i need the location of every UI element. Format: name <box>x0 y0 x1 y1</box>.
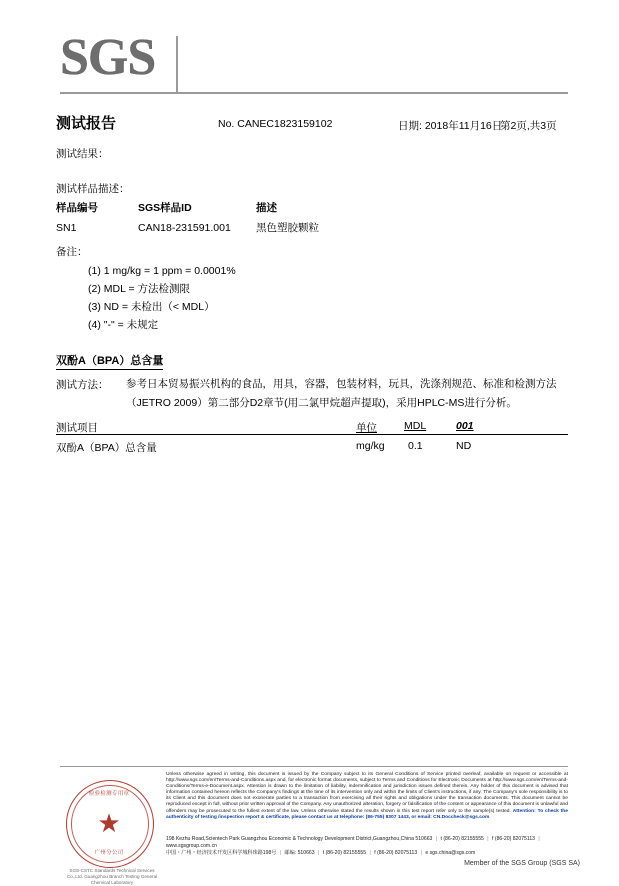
fax-cn: f (86-20) 82075113 <box>374 850 418 857</box>
seal-caption: SGS-CSTC Standards Technical Services Co.,Ltd. Guangzhou Branch Testing General Chemical Laboratory <box>66 868 158 885</box>
seal-arc-bottom-text: 广州分公司 <box>94 850 124 856</box>
tel-cn: t (86-20) 82155555 <box>322 850 367 857</box>
sample-description-label: 测试样品描述： <box>56 183 130 195</box>
footer-address <box>166 836 568 858</box>
col-mdl: MDL <box>404 420 427 432</box>
col-unit: 单位 <box>356 422 377 434</box>
cell-sample-no: SN1 <box>56 221 77 234</box>
cell-mdl: 0.1 <box>408 440 423 452</box>
footer-legal-text <box>166 772 568 821</box>
company-seal <box>62 776 158 885</box>
logo-divider-tick <box>176 36 178 92</box>
footer-member-text: Member of the SGS Group (SGS SA) <box>464 860 580 867</box>
list-item: (4) "-" = 未规定 <box>88 319 159 331</box>
tel-en: t (86-20) 82155555 <box>440 836 484 842</box>
table-row <box>56 440 568 456</box>
table-row <box>56 220 568 235</box>
page-title: 测试报告 <box>56 115 117 132</box>
cell-test-item: 双酚A（BPA）总含量 <box>56 442 157 454</box>
test-method-label: 测试方法： <box>56 379 109 391</box>
report-date: 日期: 2018年11月16日 <box>398 120 503 132</box>
cell-sgs-id: CAN18-231591.001 <box>138 221 231 234</box>
footer-rule <box>60 766 568 767</box>
test-method-text: 参考日本贸易振兴机构的食品，用具，容器，包装材料，玩具，洗涤剂规范、标准和检测方法（JETRO 2009）第二部分D2章节(用二氯甲烷超声提取)，采用HPLC-MS进行分析。 <box>126 378 557 409</box>
bpa-section-title: 双酚A（BPA）总含量 <box>56 352 163 370</box>
footer-verify-note: Attention: To check the authenticity of testing /inspection report & certificate, please contact us at telephone: (86-755) 8307 1443, or email: CN.Doccheck@sgs.com <box>166 808 568 820</box>
sample-table <box>56 200 568 235</box>
footer-address-cn-line: 中国・广州・经济技术开发区科学城科珠路198号 | 邮编: 510663 | t (86-20) 82155555 | f (86-20) 82075113 | e sgs.china@sgs.com <box>166 850 476 857</box>
results-label: 测试结果： <box>56 148 109 160</box>
cell-unit: mg/kg <box>356 440 385 452</box>
sgs-logo-text: SGS <box>60 29 156 86</box>
col-description: 描述 <box>256 202 277 214</box>
email-cn: e sgs.china@sgs.com <box>425 850 476 857</box>
address-cn: 中国・广州・经济技术开发区科学城科珠路198号 <box>166 850 277 857</box>
fax-en: f (86-20) 82075113 <box>492 836 535 842</box>
footer-address-en-line: 198 Kezhu Road,Scientech Park Guangzhou Economic & Technology Development District,Guangzhou,China 510663 | t (86-20) 82155555 | f (86-20) 82075113 | www.sgsgroup.com.cn <box>166 836 540 850</box>
header-rule <box>60 92 568 94</box>
star-icon: ★ <box>97 808 121 838</box>
address-en: 198 Kezhu Road,Scientech Park Guangzhou Economic & Technology Development District,Guangzhou,China 510663 <box>166 836 433 842</box>
col-test-item: 测试项目 <box>56 422 98 434</box>
zip-cn: 邮编: 510663 <box>284 850 315 857</box>
cell-description: 黑色塑胶颗粒 <box>256 222 319 234</box>
page-indicator: 第2页,共3页 <box>500 120 557 132</box>
sgs-logo <box>60 30 180 92</box>
table-header-row <box>56 200 568 220</box>
results-table-header <box>56 420 568 435</box>
col-sample-001: 001 <box>456 420 474 432</box>
remark-label: 备注： <box>56 246 88 258</box>
cell-result-001: ND <box>456 440 472 452</box>
list-item: (1) 1 mg/kg = 1 ppm = 0.0001% <box>88 265 236 277</box>
seal-arc-top-text: 检验检测专用章 <box>88 791 130 797</box>
remark-list <box>88 262 236 334</box>
col-sgs-id: SGS样品ID <box>138 202 192 214</box>
list-item: (3) ND = 未检出（< MDL） <box>88 301 215 313</box>
list-item: (2) MDL = 方法检测限 <box>88 283 190 295</box>
col-sample-no: 样品编号 <box>56 202 98 214</box>
report-number: No. CANEC1823159102 <box>218 118 333 130</box>
footer-legal-body: Unless otherwise agreed in writing, this document is issued by the Company subject to its General Conditions of Service printed overleaf, available on request or accessible at http://www.sgs.com/en/Terms-and-Conditions.aspx and, for electronic format documents, subject to Terms and Conditions for Electronic Documents at http://www.sgs.com/en/Terms-and-Conditions/Terms-e-Document.aspx. Attention is drawn to the limitation of liability, indemnification and jurisdiction issues defined therein. Any holder of this document is advised that information contained hereon reflects the Company's findings at the time of its intervention only and within the limits of Client's instructions, if any. The Company's sole responsibility is to its Client and this document does not exonerate parties to a transaction from exercising all their rights and obligations under the transaction documents. This document cannot be reproduced except in full, without prior written approval of the Company. Any unauthorized alteration, forgery or falsification of the content or appearance of this document is unlawful and offenders may be prosecuted to the fullest extent of the law. Unless otherwise stated the results shown in this test report refer only to the sample(s) tested. <box>166 772 568 814</box>
web-en: www.sgsgroup.com.cn <box>166 843 217 850</box>
